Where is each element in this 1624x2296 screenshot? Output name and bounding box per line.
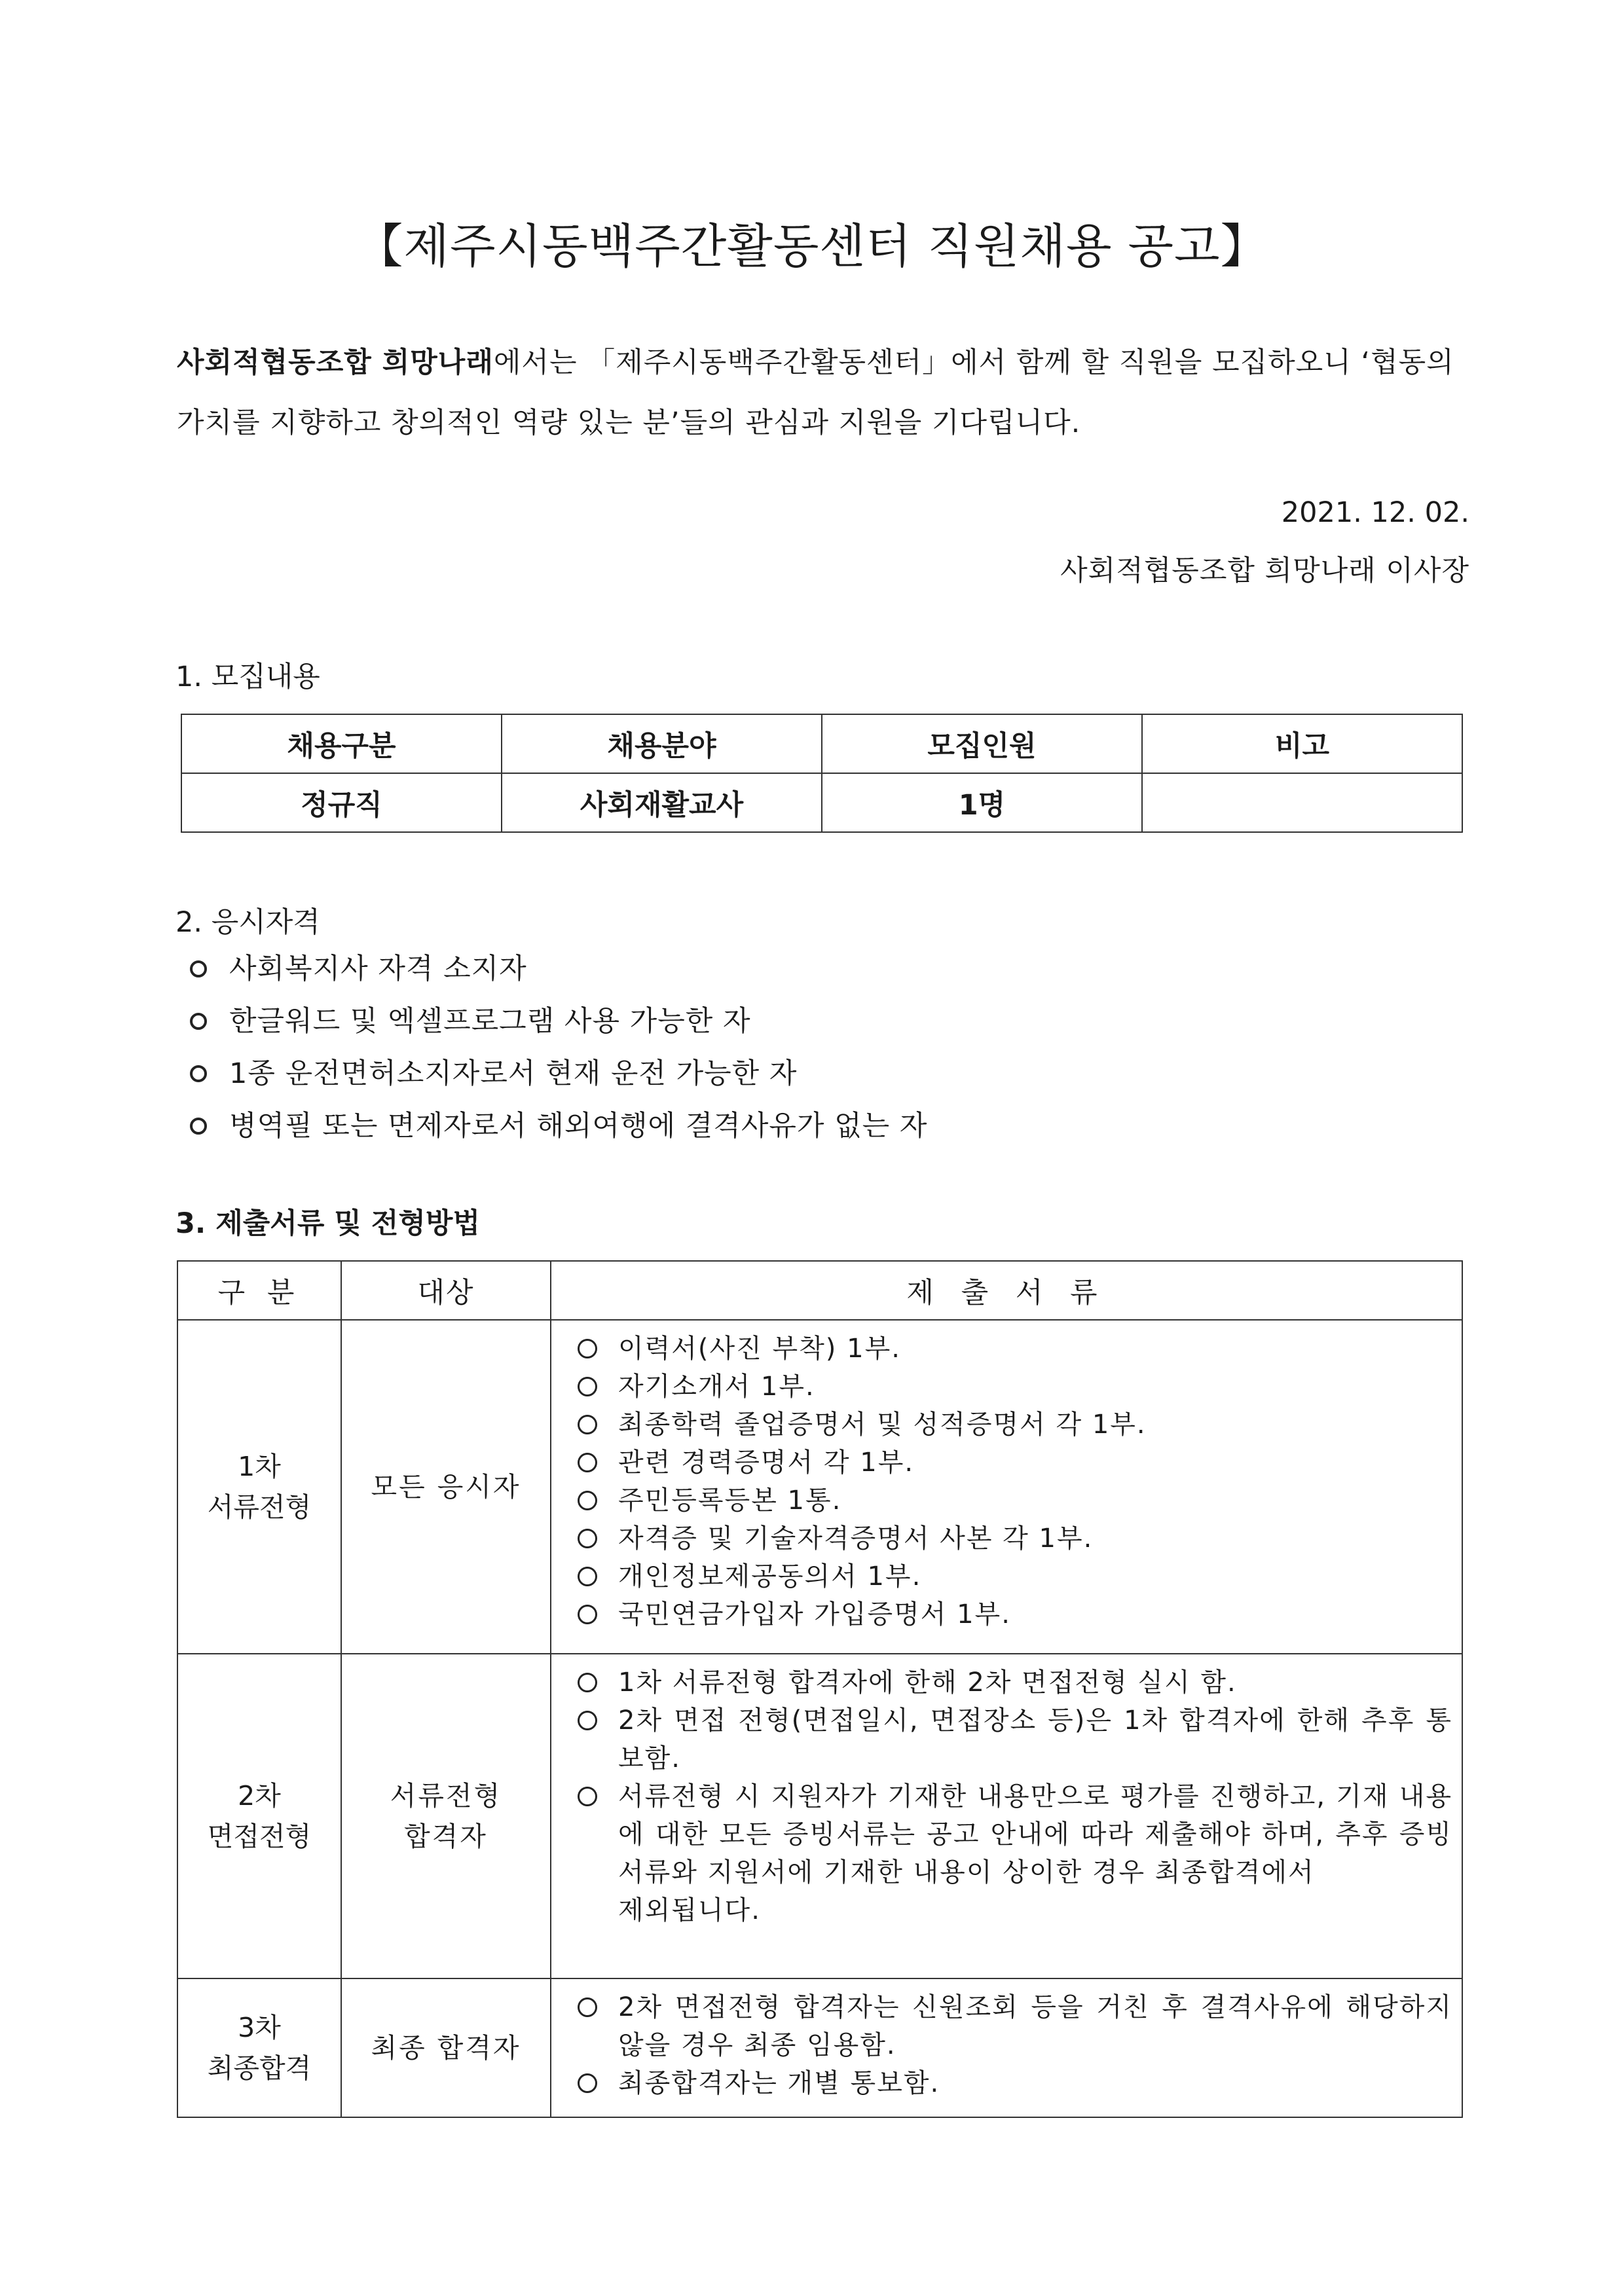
docs-cell: [551, 1978, 1462, 2117]
table-row: [177, 1320, 1462, 1654]
section2-heading: 2. 응시자격: [175, 906, 320, 939]
recruitment-table: [181, 714, 1463, 833]
bullet-circle-icon: [578, 1491, 597, 1510]
table-header-row: [181, 714, 1462, 773]
table-cell: [1142, 773, 1462, 832]
table-row: [177, 1654, 1462, 1978]
target-cell: 최종 합격자: [341, 1978, 551, 2117]
table-row: [177, 1978, 1462, 2117]
docs-cell: [551, 1654, 1462, 1978]
bullet-circle-icon: [578, 1377, 597, 1396]
bullet-circle-icon: [190, 1118, 207, 1135]
stage-cell: 2차 면접전형: [177, 1654, 341, 1978]
header-cell: 모집인원: [822, 714, 1142, 773]
table-header-row: [177, 1261, 1462, 1320]
bullet-circle-icon: [578, 1339, 597, 1358]
bullet-circle-icon: [578, 1787, 597, 1806]
list-item: 한글워드 및 엑셀프로그램 사용 가능한 자: [190, 995, 927, 1048]
list-item: 1차 서류전형 합격자에 한해 2차 면접전형 실시 함.: [578, 1664, 1452, 1702]
target-cell: 모든 응시자: [341, 1320, 551, 1654]
bullet-circle-icon: [190, 1013, 207, 1030]
bullet-circle-icon: [190, 1065, 207, 1082]
notice-date: 2021. 12. 02.: [1281, 496, 1469, 529]
stage-cell: 1차 서류전형: [177, 1320, 341, 1654]
table-cell: 사회재활교사: [502, 773, 822, 832]
bullet-circle-icon: [578, 1415, 597, 1434]
intro-org-name: 사회적협동조합 희망나래: [177, 346, 494, 379]
list-item: 관련 경력증명서 각 1부.: [578, 1444, 1452, 1482]
header-cell: 채용구분: [181, 714, 502, 773]
list-item: 이력서(사진 부착) 1부.: [578, 1330, 1452, 1368]
header-cell: 비고: [1142, 714, 1462, 773]
table-row: [181, 773, 1462, 832]
header-cell: 채용분야: [502, 714, 822, 773]
section1-heading: 1. 모집내용: [175, 661, 320, 693]
list-item: 자격증 및 기술자격증명서 사본 각 1부.: [578, 1520, 1452, 1558]
qualification-list: [190, 943, 927, 1152]
list-item: 2차 면접 전형(면접일시, 면접장소 등)은 1차 합격자에 한해 추후 통보함.: [578, 1702, 1452, 1777]
documents-table: [177, 1260, 1463, 2118]
bullet-circle-icon: [578, 1605, 597, 1624]
bullet-circle-icon: [578, 1673, 597, 1692]
table-cell: 정규직: [181, 773, 502, 832]
list-item: 병역필 또는 면제자로서 해외여행에 결격사유가 없는 자: [190, 1100, 927, 1152]
header-cell: 대상: [341, 1261, 551, 1320]
list-item: 최종합격자는 개별 통보함.: [578, 2064, 1452, 2102]
header-cell: 구 분: [177, 1261, 341, 1320]
intro-text: 에서는 「제주시동백주간활동센터」에서 함께 할 직원을 모집하오니 ‘협동의 가치를 지향하고 창의적인 역량 있는 분’들의 관심과 지원을 기다립니다.: [177, 346, 1454, 439]
list-item: 서류전형 시 지원자가 기재한 내용만으로 평가를 진행하고, 기재 내용에 대한 모든 증빙서류는 공고 안내에 따라 제출해야 하며, 추후 증빙서류와 지원서에 기재한 내용이 상이한 경우 최종합격에서 제외됩니다.: [578, 1777, 1452, 1929]
notice-signer: 사회적협동조합 희망나래 이사장: [1060, 555, 1469, 587]
header-cell: 제 출 서 류: [551, 1261, 1462, 1320]
list-item: 자기소개서 1부.: [578, 1368, 1452, 1406]
table-cell: 1명: [822, 773, 1142, 832]
intro-paragraph: [177, 333, 1480, 453]
list-item: 2차 면접전형 합격자는 신원조회 등을 거친 후 결격사유에 해당하지 않을 경우 최종 임용함.: [578, 1988, 1452, 2064]
bullet-circle-icon: [578, 2073, 597, 2093]
bullet-circle-icon: [578, 1711, 597, 1730]
docs-cell: [551, 1320, 1462, 1654]
list-item: 주민등록등본 1통.: [578, 1482, 1452, 1520]
bullet-circle-icon: [578, 1529, 597, 1548]
section3-heading: 3. 제출서류 및 전형방법: [175, 1207, 481, 1240]
bullet-circle-icon: [190, 960, 207, 977]
list-item: 최종학력 졸업증명서 및 성적증명서 각 1부.: [578, 1406, 1452, 1444]
list-item: 개인정보제공동의서 1부.: [578, 1558, 1452, 1595]
list-item: 1종 운전면허소지자로서 현재 운전 가능한 자: [190, 1048, 927, 1100]
target-cell: 서류전형 합격자: [341, 1654, 551, 1978]
bullet-circle-icon: [578, 1453, 597, 1472]
page-title: 【제주시동백주간활동센터 직원채용 공고】: [356, 219, 1268, 274]
bullet-circle-icon: [578, 1997, 597, 2017]
list-item: 사회복지사 자격 소지자: [190, 943, 927, 995]
stage-cell: 3차 최종합격: [177, 1978, 341, 2117]
bullet-circle-icon: [578, 1567, 597, 1586]
list-item: 국민연금가입자 가입증명서 1부.: [578, 1595, 1452, 1633]
